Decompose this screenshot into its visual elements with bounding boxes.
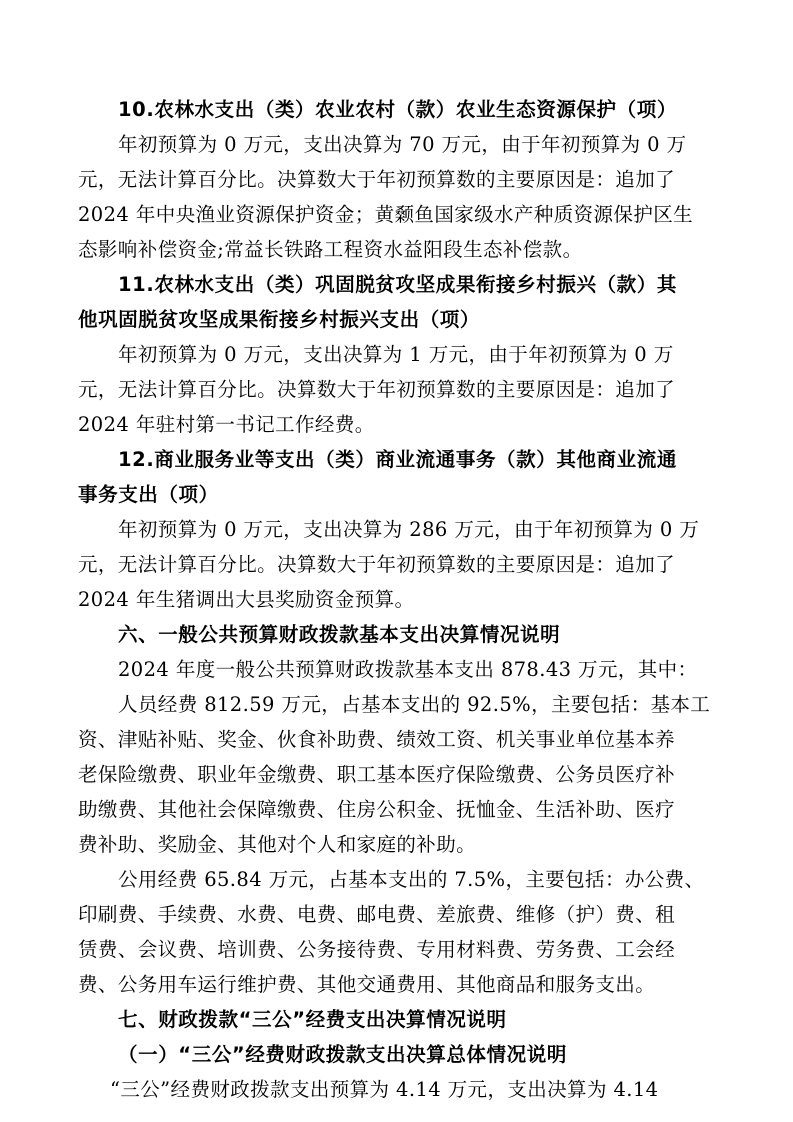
section-12-heading: 12.商业服务业等支出（类）商业流通事务（款）其他商业流通 <box>118 448 677 471</box>
public-expense-line: 公用经费 65.84 万元，占基本支出的 7.5%，主要包括：办公费、 <box>118 868 705 891</box>
section-11-body-line: 2024 年驻村第一书记工作经费。 <box>78 413 375 436</box>
part-6-heading: 六、一般公共预算财政拨款基本支出决算情况说明 <box>118 623 561 646</box>
part-7-sub-heading: （一）“三公”经费财政拨款支出决算总体情况说明 <box>118 1043 567 1066</box>
section-10-body-line: 2024 年中央渔业资源保护资金；黄颡鱼国家级水产种质资源保护区生 <box>78 203 694 226</box>
section-11-body-line: 元，无法计算百分比。决算数大于年初预算数的主要原因是：追加了 <box>78 378 676 401</box>
section-10-heading: 10.农林水支出（类）农业农村（款）农业生态资源保护（项） <box>118 98 677 121</box>
section-11-heading: 11.农林水支出（类）巩固脱贫攻坚成果衔接乡村振兴（款）其 <box>118 273 677 296</box>
public-expense-line: 费、公务用车运行维护费、其他交通费用、其他商品和服务支出。 <box>78 973 656 996</box>
personnel-expense-line: 老保险缴费、职业年金缴费、职工基本医疗保险缴费、公务员医疗补 <box>78 763 676 786</box>
section-12-body-line: 元，无法计算百分比。决算数大于年初预算数的主要原因是：追加了 <box>78 553 676 576</box>
part-7-heading: 七、财政拨款“三公”经费支出决算情况说明 <box>118 1008 507 1031</box>
public-expense-line: 赁费、会议费、培训费、公务接待费、专用材料费、劳务费、工会经 <box>78 938 676 961</box>
personnel-expense-line: 助缴费、其他社会保障缴费、住房公积金、抚恤金、生活补助、医疗 <box>78 798 676 821</box>
section-12-body-line: 2024 年生猪调出大县奖励资金预算。 <box>78 588 415 611</box>
public-expense-line: 印刷费、手续费、水费、电费、邮电费、差旅费、维修（护）费、租 <box>78 903 676 926</box>
part-6-intro: 2024 年度一般公共预算财政拨款基本支出 878.43 万元，其中： <box>118 658 698 681</box>
section-11-body-line: 年初预算为 0 万元，支出决算为 1 万元，由于年初预算为 0 万 <box>118 343 674 366</box>
section-12-heading: 事务支出（项） <box>78 483 219 506</box>
section-11-heading: 他巩固脱贫攻坚成果衔接乡村振兴支出（项） <box>78 308 481 331</box>
section-10-body-line: 年初预算为 0 万元，支出决算为 70 万元，由于年初预算为 0 万 <box>118 133 687 156</box>
personnel-expense-line: 费补助、奖励金、其他对个人和家庭的补助。 <box>78 833 477 856</box>
section-10-body-line: 元，无法计算百分比。决算数大于年初预算数的主要原因是：追加了 <box>78 168 676 191</box>
personnel-expense-line: 人员经费 812.59 万元，占基本支出的 92.5%，主要包括：基本工 <box>118 693 711 716</box>
section-10-body-line: 态影响补偿资金;常益长铁路工程资水益阳段生态补偿款。 <box>78 238 583 261</box>
part-7-body-line: “三公”经费财政拨款支出预算为 4.14 万元，支出决算为 4.14 <box>110 1078 659 1101</box>
section-12-body-line: 年初预算为 0 万元，支出决算为 286 万元，由于年初预算为 0 万 <box>118 518 700 541</box>
personnel-expense-line: 资、津贴补贴、奖金、伙食补助费、绩效工资、机关事业单位基本养 <box>78 728 676 751</box>
